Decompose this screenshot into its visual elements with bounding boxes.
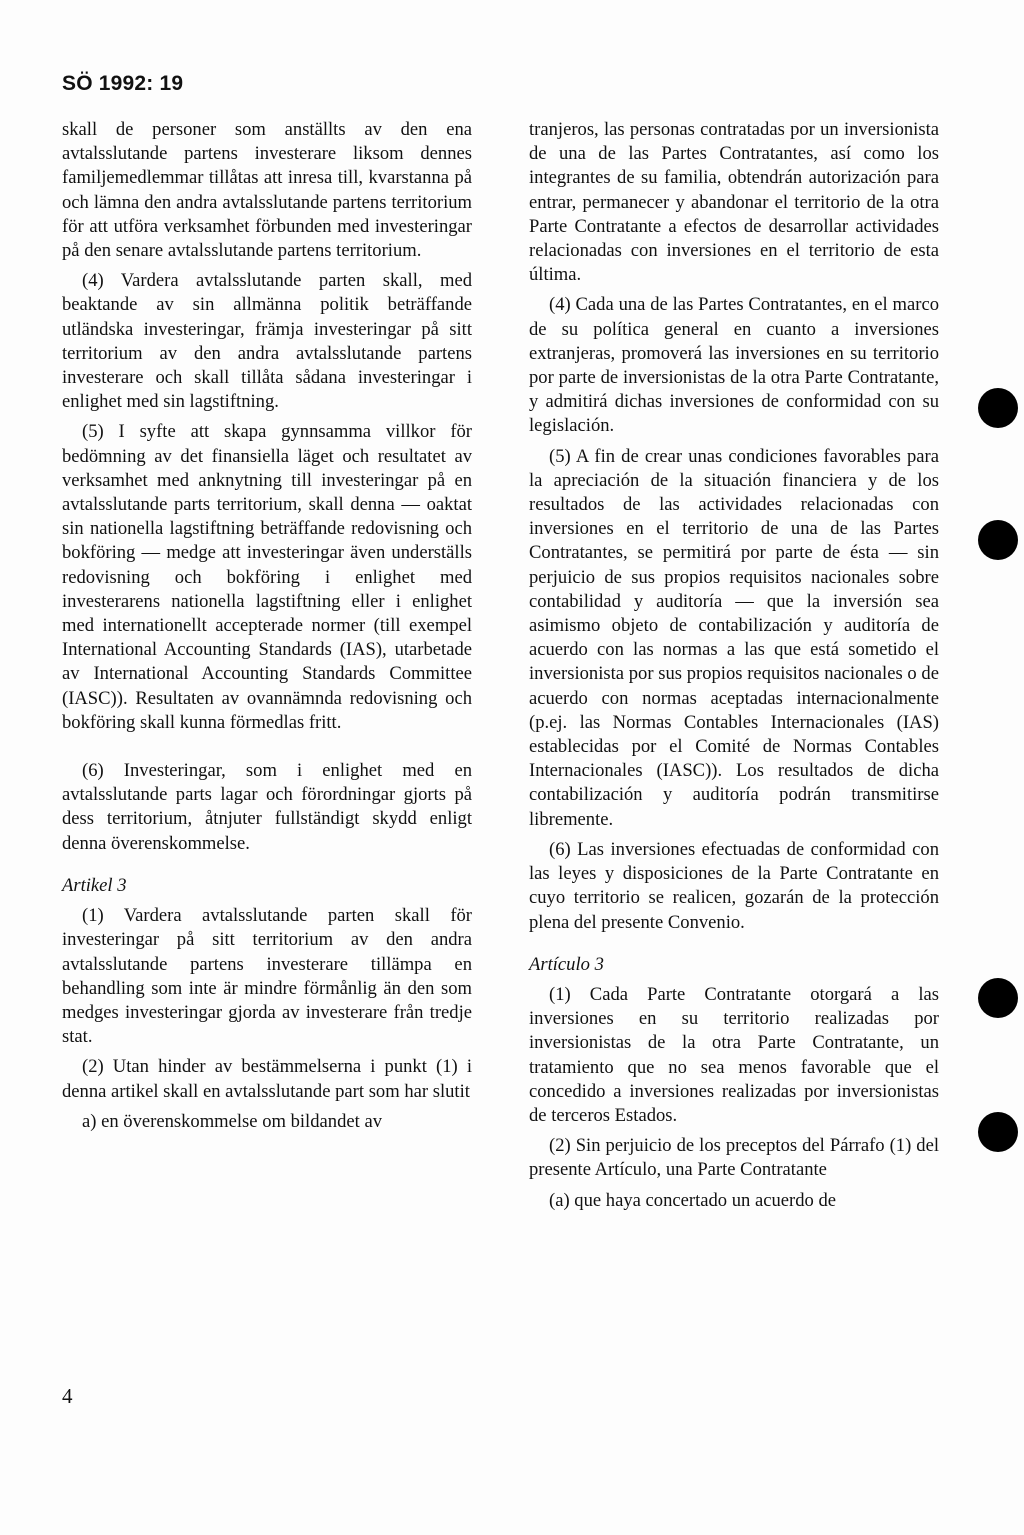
page-number: 4 xyxy=(62,1384,73,1408)
paragraph-swedish-5: (5) I syfte att skapa gynnsamma villkor för bedömning av det finansiella läget och resultatet av verksamhet med anknytning till investeringar på en avtalsslutande parts territorium, skall denna — oaktat sin nationella lagstiftning beträffande redovisning och bokföring — medge att investeringar även underställs redovisning och bokföring i enlighet med investerarens nationella lagstiftning eller i enlighet med internationellt accepterade normer (till exempel International Accounting Standards (IAS), utarbetade av International Accounting Standards Committee (IASC)). Resultaten av ovannämnda redovisning och bokföring skall kunna förmedlas fritt. xyxy=(62,421,472,733)
paragraph-swedish-art3-2: (2) Utan hinder av bestämmelserna i punkt (1) i denna artikel skall en avtalsslutande part som har slutit xyxy=(62,1056,472,1102)
binder-hole-1 xyxy=(978,388,1018,428)
list-item-spanish-a: (a) que haya concertado un acuerdo de xyxy=(549,1189,837,1211)
paragraph-swedish-6: (6) Investeringar, som i enlighet med en avtalsslutande parts lagar och förordningar gjorts på dess territorium, åtnjuter fullständigt skydd enligt denna överenskommelse. xyxy=(62,760,472,854)
article-heading-spanish: Artículo 3 xyxy=(529,953,604,975)
binder-hole-3 xyxy=(978,978,1018,1018)
paragraph-spanish-art3-1: (1) Cada Parte Contratante otorgará a las inversiones en su territorio realizadas por inversionistas de la otra Parte Contratante, un tratamiento que no sea menos favorable que el concedido a inversiones realizadas por inversionistas de terceros Estados. xyxy=(529,983,939,1126)
paragraph-spanish-art3-2: (2) Sin perjuicio de los preceptos del Párrafo (1) del presente Artículo, una Parte Contratante xyxy=(529,1135,939,1181)
paragraph-swedish-4: (4) Vardera avtalsslutande parten skall, med beaktande av sin allmänna politik beträffande utländska investeringar, främja investeringar på sitt territorium av den andra avtalsslutande partens investerare och skall tillåta sådana investeringar i enlighet med sin lagstiftning. xyxy=(62,270,472,413)
binder-hole-2 xyxy=(978,520,1018,560)
paragraph-spanish-6: (6) Las inversiones efectuadas de conformidad con las leyes y disposiciones de la Parte Contratante en cuyo territorio se realicen, gozarán de la protección plena del presente Convenio. xyxy=(529,838,939,933)
document-reference: SÖ 1992: 19 xyxy=(62,72,184,95)
swedish-column xyxy=(62,118,472,1134)
paragraph-spanish-5: (5) A fin de crear unas condiciones favorables para la apreciación de la situación financiera y de los resultados de las actividades relacionadas con inversiones en el territorio de una de las Partes Contratantes, se permitirá por parte de ésta — sin perjuicio de sus propios requisitos nacionales sobre contabilidad y auditoría — que la inversión sea asimismo objeto de contabilización y auditoría de acuerdo con las normas a las que está sometido el inversionista por sus propios requisitos nacionales o de acuerdo con normas aceptadas internacionalmente (p.ej. las Normas Contables Internacionales (IAS) establecidas por el Comité de Normas Contables Internacionales (IASC)). Los resultados de dicha contabilización y auditoría podrán transmitirse libremente. xyxy=(529,445,939,830)
paragraph-swedish-art3-1: (1) Vardera avtalsslutande parten skall för investeringar på sitt territorium av den andra avtalsslutande partens investerare tillämpa en behandling som inte är mindre förmånlig än den som medges investeringar gjorda av investerare från tredje stat. xyxy=(62,905,472,1048)
list-item-swedish-a: a) en överenskommelse om bildandet av xyxy=(82,1110,382,1132)
paragraph-spanish-4: (4) Cada una de las Partes Contratantes, en el marco de su política general en cuanto a inversiones extranjeras, promoverá las inversiones en su territorio por parte de inversionistas de la otra Parte Contratante, y admitirá dichas inversiones de conformidad con su legislación. xyxy=(529,294,939,437)
spacer xyxy=(62,741,472,759)
paragraph-swedish-1: skall de personer som anställts av den ena avtalsslutande partens investerare liksom dennes familjemedlemmar tillåtas att inresa till, kvarstanna på och lämna den andra avtalsslutande partens territorium för att utföra verksamhet förbunden med investeringar på den senare avtalsslutande partens territorium. xyxy=(62,119,472,262)
article-heading-swedish: Artikel 3 xyxy=(62,874,127,896)
spanish-column xyxy=(529,118,939,1213)
paragraph-spanish-1: tranjeros, las personas contratadas por un inversionista de una de las Partes Contratantes, así como los integrantes de su familia, obtendrán autorización para entrar, permanecer y abandonar el territorio de la otra Parte Contratante a efectos de desarrollar actividades relacionadas con inversiones en el territorio de esta última. xyxy=(529,119,939,286)
binder-hole-4 xyxy=(978,1112,1018,1152)
